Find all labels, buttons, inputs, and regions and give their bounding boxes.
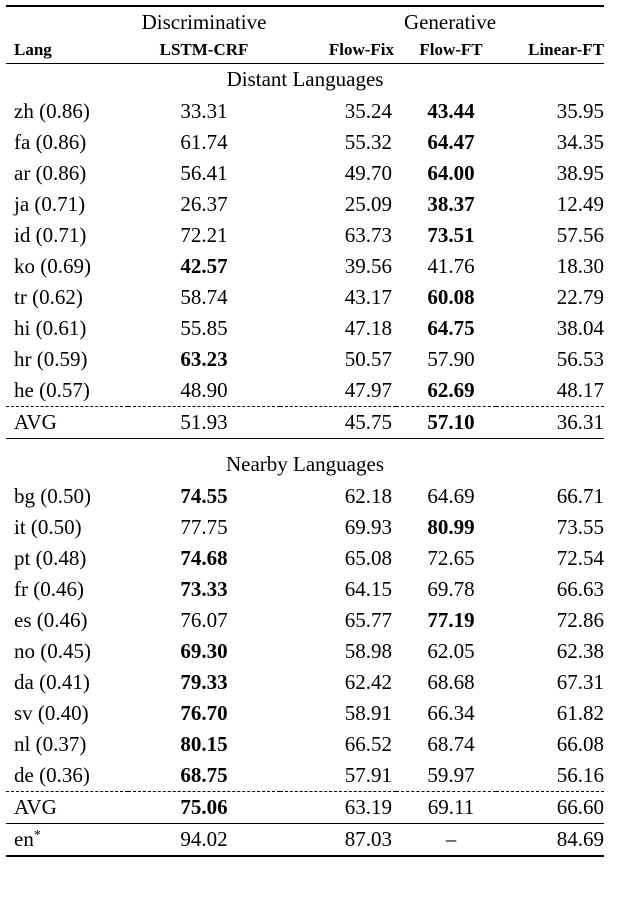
cell-flow-ft: 64.75 — [427, 316, 475, 340]
cell-flow-ft: 69.78 — [427, 577, 475, 601]
cell-flow-ft: 57.90 — [427, 347, 475, 371]
lang-label: AVG — [14, 410, 57, 434]
section-gap — [6, 439, 604, 449]
cell-lstm-crf: 63.23 — [180, 347, 228, 371]
lang-cell — [6, 543, 128, 574]
cell-linear-ft: 34.35 — [556, 130, 604, 154]
group-spacer — [6, 7, 128, 37]
lang-cell — [6, 220, 128, 251]
lang-label: da (0.41) — [14, 670, 90, 694]
lang-cell — [6, 158, 128, 189]
cell-flow-fix: 35.24 — [344, 99, 392, 123]
cell-linear-ft: 36.31 — [556, 410, 604, 434]
table-row — [6, 636, 604, 667]
column-header-row — [6, 37, 604, 64]
lang-label: zh (0.86) — [14, 99, 90, 123]
col-header-linear-ft: Linear-FT — [528, 40, 604, 59]
lang-cell — [6, 605, 128, 636]
cell-flow-ft: 57.10 — [427, 410, 475, 434]
english-row — [6, 824, 604, 856]
lang-label: sv (0.40) — [14, 701, 89, 725]
cell-flow-ft: 68.68 — [427, 670, 475, 694]
table-row — [6, 375, 604, 407]
lang-cell — [6, 729, 128, 760]
cell-lstm-crf: 51.93 — [180, 410, 228, 434]
cell-flow-ft: 64.00 — [427, 161, 475, 185]
lang-label: AVG — [14, 795, 57, 819]
cell-flow-ft: 69.11 — [427, 795, 475, 819]
cell-lstm-crf: 26.37 — [180, 192, 228, 216]
lang-label: pt (0.48) — [14, 546, 87, 570]
lang-label: hr (0.59) — [14, 347, 88, 371]
cell-linear-ft: 12.49 — [556, 192, 604, 216]
cell-flow-ft: 38.37 — [427, 192, 475, 216]
lang-cell — [6, 251, 128, 282]
lang-label: es (0.46) — [14, 608, 88, 632]
cell-linear-ft: 84.69 — [556, 827, 604, 851]
lang-label: de (0.36) — [14, 763, 90, 787]
avg-row-distant — [6, 407, 604, 439]
cell-linear-ft: 61.82 — [556, 701, 604, 725]
group-discriminative: Discriminative — [141, 9, 267, 34]
cell-flow-fix: 47.97 — [344, 378, 392, 402]
cell-flow-ft: 66.34 — [427, 701, 475, 725]
cell-flow-fix: 62.42 — [344, 670, 392, 694]
section-distant-title: Distant Languages — [226, 66, 384, 91]
cell-flow-ft: 60.08 — [427, 285, 475, 309]
cell-flow-fix: 65.77 — [344, 608, 392, 632]
cell-flow-fix: 62.18 — [344, 484, 392, 508]
cell-flow-ft: 59.97 — [427, 763, 475, 787]
lang-cell — [6, 481, 128, 512]
cell-flow-fix: 49.70 — [344, 161, 392, 185]
cell-linear-ft: 72.54 — [556, 546, 604, 570]
table-row — [6, 760, 604, 792]
lang-cell — [6, 574, 128, 605]
cell-flow-ft: 64.69 — [427, 484, 475, 508]
cell-linear-ft: 57.56 — [556, 223, 604, 247]
lang-label: fa (0.86) — [14, 130, 87, 154]
cell-flow-fix: 58.98 — [344, 639, 392, 663]
lang-label: id (0.71) — [14, 223, 87, 247]
col-header-flow-fix: Flow-Fix — [328, 40, 394, 59]
lang-cell — [6, 760, 128, 792]
cell-lstm-crf: 56.41 — [180, 161, 228, 185]
table-row — [6, 313, 604, 344]
table-row — [6, 127, 604, 158]
cell-linear-ft: 72.86 — [556, 608, 604, 632]
cell-lstm-crf: 72.21 — [180, 223, 228, 247]
lang-label: he (0.57) — [14, 378, 90, 402]
cell-linear-ft: 66.63 — [556, 577, 604, 601]
cell-flow-ft: 64.47 — [427, 130, 475, 154]
cell-flow-fix: 57.91 — [344, 763, 392, 787]
cell-linear-ft: 67.31 — [556, 670, 604, 694]
cell-flow-ft: 68.74 — [427, 732, 475, 756]
cell-lstm-crf: 74.68 — [180, 546, 228, 570]
cell-linear-ft: 66.71 — [556, 484, 604, 508]
table-row — [6, 282, 604, 313]
cell-linear-ft: 66.60 — [556, 795, 604, 819]
lang-label: no (0.45) — [14, 639, 91, 663]
table-row — [6, 481, 604, 512]
cell-lstm-crf: 42.57 — [180, 254, 228, 278]
lang-label: en — [14, 827, 34, 851]
lang-cell — [6, 698, 128, 729]
cell-lstm-crf: 94.02 — [180, 827, 228, 851]
cell-lstm-crf: 74.55 — [180, 484, 228, 508]
cell-linear-ft: 35.95 — [556, 99, 604, 123]
lang-cell — [6, 313, 128, 344]
cell-linear-ft: 73.55 — [556, 515, 604, 539]
cell-flow-fix: 69.93 — [344, 515, 392, 539]
avg-row-nearby — [6, 792, 604, 824]
lang-cell — [6, 667, 128, 698]
cell-flow-ft: 62.05 — [427, 639, 475, 663]
cell-flow-fix: 50.57 — [344, 347, 392, 371]
lang-label: hi (0.61) — [14, 316, 87, 340]
cell-lstm-crf: 69.30 — [180, 639, 228, 663]
table-row — [6, 574, 604, 605]
table-row — [6, 158, 604, 189]
cell-flow-fix: 55.32 — [344, 130, 392, 154]
table-row — [6, 344, 604, 375]
lang-cell — [6, 375, 128, 407]
lang-label: tr (0.62) — [14, 285, 83, 309]
lang-cell — [6, 407, 128, 439]
lang-cell — [6, 282, 128, 313]
cell-flow-fix: 63.19 — [344, 795, 392, 819]
col-header-lang: Lang — [14, 40, 52, 59]
cell-lstm-crf: 48.90 — [180, 378, 228, 402]
cell-linear-ft: 38.04 — [556, 316, 604, 340]
cell-lstm-crf: 61.74 — [180, 130, 228, 154]
cell-flow-ft: 80.99 — [427, 515, 475, 539]
table-row — [6, 605, 604, 636]
results-table — [6, 5, 604, 857]
lang-cell — [6, 127, 128, 158]
cell-linear-ft: 56.53 — [556, 347, 604, 371]
cell-flow-fix: 87.03 — [344, 827, 392, 851]
cell-flow-fix: 25.09 — [344, 192, 392, 216]
cell-flow-ft: 62.69 — [427, 378, 475, 402]
cell-flow-ft: 73.51 — [427, 223, 475, 247]
cell-linear-ft: 66.08 — [556, 732, 604, 756]
cell-lstm-crf: 75.06 — [180, 795, 228, 819]
cell-linear-ft: 22.79 — [556, 285, 604, 309]
group-header-row — [6, 7, 604, 37]
cell-linear-ft: 62.38 — [556, 639, 604, 663]
lang-label: ar (0.86) — [14, 161, 87, 185]
table-row — [6, 96, 604, 127]
lang-cell — [6, 636, 128, 667]
section-distant — [6, 64, 604, 94]
table-row — [6, 220, 604, 251]
bottom-rule — [6, 856, 604, 857]
table-row — [6, 512, 604, 543]
cell-lstm-crf: 79.33 — [180, 670, 228, 694]
cell-flow-fix: 39.56 — [344, 254, 392, 278]
cell-flow-ft: 41.76 — [427, 254, 475, 278]
lang-cell — [6, 344, 128, 375]
cell-lstm-crf: 76.07 — [180, 608, 228, 632]
cell-flow-fix: 45.75 — [344, 410, 392, 434]
cell-flow-ft: – — [445, 827, 457, 851]
table-row — [6, 729, 604, 760]
table-row — [6, 251, 604, 282]
cell-flow-fix: 58.91 — [344, 701, 392, 725]
lang-cell — [6, 512, 128, 543]
cell-linear-ft: 56.16 — [556, 763, 604, 787]
cell-flow-ft: 43.44 — [427, 99, 475, 123]
cell-lstm-crf: 55.85 — [180, 316, 228, 340]
lang-footnote-mark: * — [33, 828, 41, 843]
col-header-flow-ft: Flow-FT — [419, 40, 483, 59]
cell-lstm-crf: 58.74 — [180, 285, 228, 309]
table-row — [6, 543, 604, 574]
lang-cell — [6, 96, 128, 127]
table-row — [6, 698, 604, 729]
col-header-lstm-crf: LSTM-CRF — [159, 40, 249, 59]
cell-lstm-crf: 68.75 — [180, 763, 228, 787]
cell-flow-fix: 66.52 — [344, 732, 392, 756]
lang-label: bg (0.50) — [14, 484, 91, 508]
cell-linear-ft: 38.95 — [556, 161, 604, 185]
cell-flow-ft: 77.19 — [427, 608, 475, 632]
cell-flow-fix: 47.18 — [344, 316, 392, 340]
cell-lstm-crf: 76.70 — [180, 701, 228, 725]
lang-label: nl (0.37) — [14, 732, 87, 756]
table-row — [6, 189, 604, 220]
cell-flow-fix: 63.73 — [344, 223, 392, 247]
cell-flow-fix: 65.08 — [344, 546, 392, 570]
cell-lstm-crf: 77.75 — [180, 515, 228, 539]
section-nearby — [6, 449, 604, 479]
group-generative: Generative — [403, 9, 497, 34]
lang-label: it (0.50) — [14, 515, 82, 539]
cell-linear-ft: 48.17 — [556, 378, 604, 402]
lang-label: ja (0.71) — [14, 192, 86, 216]
cell-linear-ft: 18.30 — [556, 254, 604, 278]
section-nearby-title: Nearby Languages — [225, 451, 384, 476]
cell-flow-fix: 64.15 — [344, 577, 392, 601]
lang-cell — [6, 792, 128, 824]
cell-lstm-crf: 33.31 — [180, 99, 228, 123]
lang-cell — [6, 189, 128, 220]
lang-label: ko (0.69) — [14, 254, 91, 278]
cell-flow-fix: 43.17 — [344, 285, 392, 309]
cell-lstm-crf: 73.33 — [180, 577, 228, 601]
table-row — [6, 667, 604, 698]
cell-flow-ft: 72.65 — [427, 546, 475, 570]
lang-label: fr (0.46) — [14, 577, 84, 601]
cell-lstm-crf: 80.15 — [180, 732, 228, 756]
lang-cell — [6, 824, 128, 856]
